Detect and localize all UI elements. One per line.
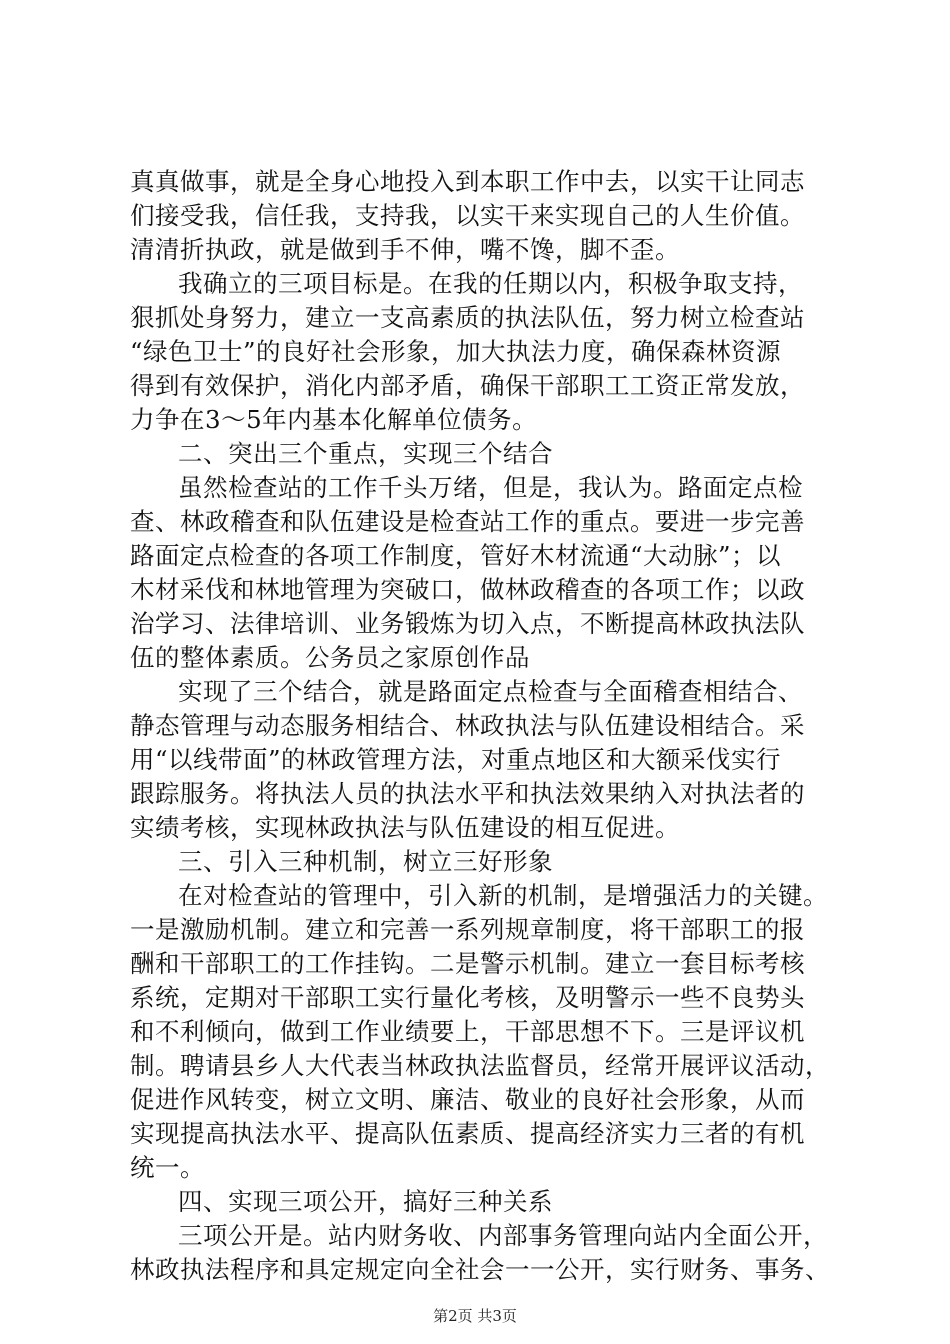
text-line: 清清折执政，就是做到手不伸，嘴不馋，脚不歪。: [130, 235, 680, 264]
paragraph-start: 在对检查站的管理中，引入新的机制，是增强活力的关键。: [178, 881, 828, 910]
text-line: 木材采伐和林地管理为突破口，做林政稽查的各项工作；以政: [130, 575, 805, 604]
text-line: 一是激励机制。建立和完善一系列规章制度，将干部职工的报: [130, 915, 805, 944]
text-line: 实绩考核，实现林政执法与队伍建设的相互促进。: [130, 813, 680, 842]
text-line: 路面定点检查的各项工作制度，管好木材流通“大动脉”；以: [130, 541, 782, 570]
section-heading: 三、引入三种机制，树立三好形象: [178, 847, 553, 876]
text-line: 林政执法程序和具定规定向全社会一一公开，实行财务、事务、: [130, 1255, 830, 1284]
paragraph-start: 虽然检查站的工作千头万绪，但是，我认为。路面定点检: [178, 473, 803, 502]
text-line: 狠抓处身努力，建立一支高素质的执法队伍，努力树立检查站: [130, 303, 805, 332]
text-line: 伍的整体素质。公务员之家原创作品: [130, 643, 530, 672]
text-line: 们接受我，信任我，支持我，以实干来实现自己的人生价值。: [130, 201, 805, 230]
text-line: 静态管理与动态服务相结合、林政执法与队伍建设相结合。采: [130, 711, 805, 740]
section-heading: 二、突出三个重点，实现三个结合: [178, 439, 553, 468]
text-line: 统一。: [130, 1153, 205, 1182]
text-line: 制。聘请县乡人大代表当林政执法监督员，经常开展评议活动，: [130, 1051, 830, 1080]
paragraph-start: 实现了三个结合，就是路面定点检查与全面稽查相结合、: [178, 677, 803, 706]
text-line: 得到有效保护，消化内部矛盾，确保干部职工工资正常发放，: [130, 371, 805, 400]
section-heading: 四、实现三项公开，搞好三种关系: [178, 1187, 553, 1216]
text-line: 和不利倾向，做到工作业绩要上，干部思想不下。三是评议机: [130, 1017, 805, 1046]
text-line: 用“以线带面”的林政管理方法，对重点地区和大额采伐实行: [130, 745, 782, 774]
text-line: 真真做事，就是全身心地投入到本职工作中去，以实干让同志: [130, 167, 805, 196]
text-line: “绿色卫士”的良好社会形象，加大执法力度，确保森林资源: [130, 337, 782, 366]
text-line: 实现提高执法水平、提高队伍素质、提高经济实力三者的有机: [130, 1119, 805, 1148]
text-line: 跟踪服务。将执法人员的执法水平和执法效果纳入对执法者的: [130, 779, 805, 808]
text-line: 系统，定期对干部职工实行量化考核，及明警示一些不良势头: [130, 983, 805, 1012]
paragraph-start: 我确立的三项目标是。在我的任期以内，积极争取支持，: [178, 269, 803, 298]
text-line: 查、林政稽查和队伍建设是检查站工作的重点。要进一步完善: [130, 507, 805, 536]
page-number-footer: 第2页 共3页: [433, 1307, 517, 1325]
text-line: 促进作风转变，树立文明、廉洁、敬业的良好社会形象，从而: [130, 1085, 805, 1114]
paragraph-start: 三项公开是。站内财务收、内部事务管理向站内全面公开，: [178, 1221, 828, 1250]
text-line: 酬和干部职工的工作挂钩。二是警示机制。建立一套目标考核: [130, 949, 805, 978]
text-line: 力争在3～5年内基本化解单位债务。: [130, 405, 538, 434]
text-line: 治学习、法律培训、业务锻炼为切入点，不断提高林政执法队: [130, 609, 805, 638]
